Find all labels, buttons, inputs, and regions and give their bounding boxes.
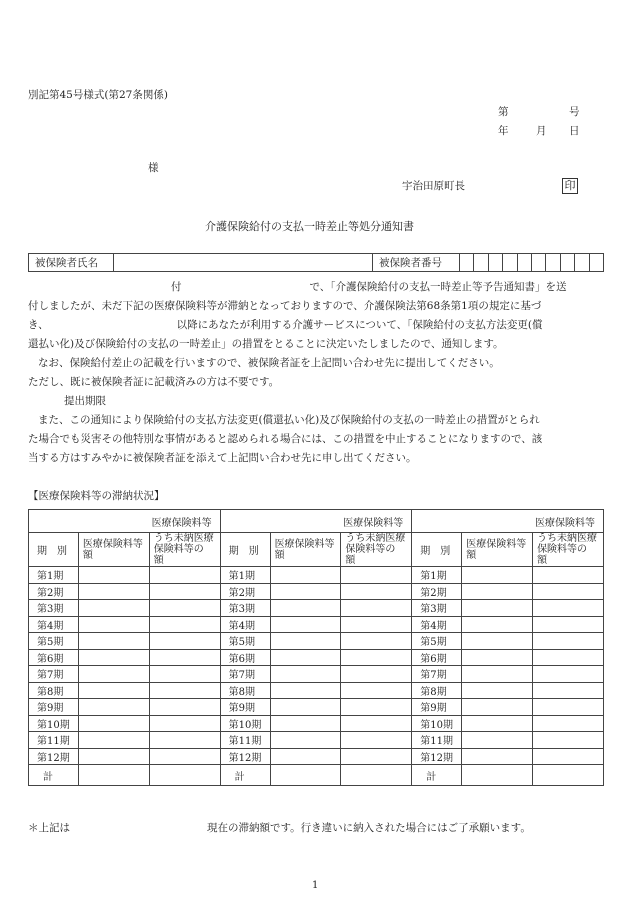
- submission-deadline-label: 提出期限: [64, 395, 106, 407]
- period-cell: 第9期: [220, 699, 270, 716]
- amount-cell: [78, 699, 149, 716]
- insured-number-digit: [488, 254, 502, 272]
- amount-cell: [270, 633, 341, 650]
- amount-cell: [78, 748, 149, 765]
- total-cell: 計: [412, 765, 462, 786]
- body-line: き、 以降にあなたが利用する介護サービスについて、「保険給付の支払方法変更(償: [28, 319, 543, 331]
- table-row: [29, 748, 604, 765]
- unpaid-cell: [149, 732, 220, 749]
- period-cell: 第6期: [412, 649, 462, 666]
- total-row: [29, 765, 604, 786]
- unpaid-cell: [341, 682, 412, 699]
- amount-cell: [78, 765, 149, 786]
- amount-cell: [78, 583, 149, 600]
- table-row: [29, 649, 604, 666]
- seal-stamp: 印: [562, 178, 578, 194]
- date-month: 月: [536, 125, 547, 137]
- body-line: また、この通知により保険給付の支払方法変更(償還払い化)及び保険給付の支払の一時差止の措置がとられ: [38, 414, 540, 426]
- unpaid-cell: [533, 649, 604, 666]
- period-cell: 第11期: [220, 732, 270, 749]
- period-cell: 第8期: [29, 682, 79, 699]
- doc-number-prefix: 第: [498, 106, 509, 118]
- col-period-header: 期 別: [29, 533, 79, 567]
- insured-number-digit: [460, 254, 474, 272]
- unpaid-cell: [341, 567, 412, 584]
- amount-cell: [270, 765, 341, 786]
- insured-name-label: 被保険者氏名: [29, 254, 114, 272]
- period-cell: 第10期: [29, 715, 79, 732]
- col-amount-header: 医療保険料等 額: [270, 533, 341, 567]
- document-title: 介護保険給付の支払一時差止等処分通知書: [205, 220, 414, 233]
- period-cell: 第11期: [29, 732, 79, 749]
- table-row: [29, 732, 604, 749]
- period-cell: 第9期: [412, 699, 462, 716]
- amount-cell: [78, 715, 149, 732]
- amount-cell: [270, 732, 341, 749]
- unpaid-cell: [149, 567, 220, 584]
- addressee-suffix: 様: [148, 162, 159, 174]
- unpaid-cell: [149, 616, 220, 633]
- unpaid-cell: [341, 583, 412, 600]
- amount-cell: [270, 616, 341, 633]
- unpaid-cell: [533, 715, 604, 732]
- issuer-name: 宇治田原町長: [402, 180, 465, 192]
- amount-cell: [78, 616, 149, 633]
- insured-number-digit: [474, 254, 488, 272]
- insured-number-digit: [589, 254, 603, 272]
- period-cell: 第2期: [412, 583, 462, 600]
- amount-cell: [78, 567, 149, 584]
- period-cell: 第10期: [412, 715, 462, 732]
- period-cell: 第9期: [29, 699, 79, 716]
- unpaid-cell: [341, 633, 412, 650]
- unpaid-cell: [341, 699, 412, 716]
- amount-cell: [270, 748, 341, 765]
- unpaid-cell: [341, 616, 412, 633]
- unpaid-cell: [533, 682, 604, 699]
- unpaid-cell: [533, 765, 604, 786]
- period-cell: 第2期: [29, 583, 79, 600]
- col-unpaid-header: うち未納医療保険料等の 額: [533, 533, 604, 567]
- period-cell: 第4期: [29, 616, 79, 633]
- body-line: 当する方はすみやかに被保険者証を添えて上記問い合わせ先に申し出てください。: [28, 452, 417, 464]
- amount-cell: [462, 567, 533, 584]
- arrears-table: [28, 509, 608, 786]
- amount-cell: [462, 616, 533, 633]
- table-row: [29, 715, 604, 732]
- unpaid-cell: [149, 748, 220, 765]
- unpaid-cell: [149, 699, 220, 716]
- unpaid-cell: [533, 666, 604, 683]
- period-cell: 第8期: [412, 682, 462, 699]
- amount-cell: [270, 649, 341, 666]
- amount-cell: [78, 600, 149, 617]
- amount-cell: [270, 583, 341, 600]
- amount-cell: [270, 699, 341, 716]
- amount-cell: [462, 583, 533, 600]
- amount-cell: [78, 682, 149, 699]
- col-amount-header: 医療保険料等 額: [78, 533, 149, 567]
- amount-cell: [270, 600, 341, 617]
- table-row: [29, 567, 604, 584]
- unpaid-cell: [341, 765, 412, 786]
- unpaid-cell: [341, 600, 412, 617]
- period-cell: 第12期: [412, 748, 462, 765]
- table-row: [29, 682, 604, 699]
- doc-number-suffix: 号: [569, 106, 580, 118]
- period-cell: 第7期: [220, 666, 270, 683]
- notice-body: [28, 278, 606, 468]
- period-cell: 第12期: [220, 748, 270, 765]
- total-cell: 計: [220, 765, 270, 786]
- amount-cell: [78, 633, 149, 650]
- period-cell: 第1期: [220, 567, 270, 584]
- period-cell: 第3期: [220, 600, 270, 617]
- unpaid-cell: [149, 649, 220, 666]
- unpaid-cell: [149, 583, 220, 600]
- period-cell: 第8期: [220, 682, 270, 699]
- period-cell: 第1期: [29, 567, 79, 584]
- period-cell: 第10期: [220, 715, 270, 732]
- insured-number-digit: [531, 254, 545, 272]
- unpaid-cell: [149, 666, 220, 683]
- period-cell: 第12期: [29, 748, 79, 765]
- unpaid-cell: [149, 600, 220, 617]
- period-cell: 第7期: [29, 666, 79, 683]
- unpaid-cell: [149, 633, 220, 650]
- arrears-group-row: [29, 510, 604, 533]
- unpaid-cell: [149, 682, 220, 699]
- footnote-text: 現在の滞納額です。行き違いに納入された場合にはご了承願います。: [207, 822, 531, 834]
- table-row: [29, 699, 604, 716]
- amount-cell: [462, 633, 533, 650]
- arrears-header-row: [29, 533, 604, 567]
- table-row: [29, 583, 604, 600]
- body-line: た場合でも災害その他特別な事情があると認められる場合には、この措置を中止することになりますので、該: [28, 433, 543, 445]
- unpaid-cell: [341, 649, 412, 666]
- insured-number-label: 被保険者番号: [373, 254, 460, 272]
- insured-number-digit: [503, 254, 517, 272]
- table-row: [29, 616, 604, 633]
- date-day: 日: [569, 125, 580, 137]
- unpaid-cell: [533, 616, 604, 633]
- period-cell: 第7期: [412, 666, 462, 683]
- table-row: [29, 600, 604, 617]
- body-line: 付 で、「介護保険給付の支払一時差止等予告通知書」を送: [171, 281, 567, 293]
- insured-number-digit: [560, 254, 574, 272]
- unpaid-cell: [149, 715, 220, 732]
- period-cell: 第1期: [412, 567, 462, 584]
- amount-cell: [270, 666, 341, 683]
- body-line: 還払い化)及び保険給付の支払の一時差止」の措置をとることに決定いたしましたので、通知します。: [28, 338, 504, 350]
- body-line: 付しましたが、未だ下記の医療保険料等が滞納となっておりますので、介護保険法第68条第1項の規定に基づ: [28, 300, 542, 312]
- insured-number-digit: [546, 254, 560, 272]
- unpaid-cell: [341, 732, 412, 749]
- period-cell: 第5期: [29, 633, 79, 650]
- unpaid-cell: [533, 583, 604, 600]
- amount-cell: [462, 715, 533, 732]
- unpaid-cell: [149, 765, 220, 786]
- amount-cell: [462, 600, 533, 617]
- date-year: 年: [498, 125, 509, 137]
- period-cell: 第6期: [220, 649, 270, 666]
- period-cell: 第2期: [220, 583, 270, 600]
- insured-info-table: [28, 253, 604, 272]
- amount-cell: [462, 666, 533, 683]
- arrears-group-title: 医療保険料等: [220, 510, 412, 533]
- amount-cell: [270, 682, 341, 699]
- footnote-prefix: ＊上記は: [28, 822, 70, 834]
- amount-cell: [78, 649, 149, 666]
- amount-cell: [462, 682, 533, 699]
- table-row: [29, 633, 604, 650]
- unpaid-cell: [533, 633, 604, 650]
- period-cell: 第5期: [412, 633, 462, 650]
- col-period-header: 期 別: [412, 533, 462, 567]
- arrears-group-title: 医療保険料等: [29, 510, 221, 533]
- amount-cell: [462, 765, 533, 786]
- page-number: 1: [312, 880, 319, 891]
- unpaid-cell: [533, 567, 604, 584]
- unpaid-cell: [341, 715, 412, 732]
- amount-cell: [270, 567, 341, 584]
- insured-number-digit: [575, 254, 589, 272]
- period-cell: 第5期: [220, 633, 270, 650]
- arrears-group-title: 医療保険料等: [412, 510, 604, 533]
- period-cell: 第3期: [412, 600, 462, 617]
- amount-cell: [78, 732, 149, 749]
- col-unpaid-header: うち未納医療保険料等の 額: [149, 533, 220, 567]
- unpaid-cell: [341, 666, 412, 683]
- amount-cell: [462, 649, 533, 666]
- form-id: 別記第45号様式(第27条関係): [28, 89, 168, 101]
- col-period-header: 期 別: [220, 533, 270, 567]
- total-cell: 計: [29, 765, 79, 786]
- amount-cell: [462, 748, 533, 765]
- unpaid-cell: [341, 748, 412, 765]
- col-unpaid-header: うち未納医療保険料等の 額: [341, 533, 412, 567]
- amount-cell: [270, 715, 341, 732]
- table-row: [29, 666, 604, 683]
- unpaid-cell: [533, 748, 604, 765]
- unpaid-cell: [533, 600, 604, 617]
- period-cell: 第6期: [29, 649, 79, 666]
- period-cell: 第4期: [412, 616, 462, 633]
- amount-cell: [78, 666, 149, 683]
- unpaid-cell: [533, 732, 604, 749]
- unpaid-cell: [533, 699, 604, 716]
- period-cell: 第4期: [220, 616, 270, 633]
- body-line: なお、保険給付差止の記載を行いますので、被保険者証を上記問い合わせ先に提出してください。: [38, 357, 500, 369]
- col-amount-header: 医療保険料等 額: [462, 533, 533, 567]
- insured-number-digit: [517, 254, 531, 272]
- period-cell: 第3期: [29, 600, 79, 617]
- arrears-heading: 【医療保険料等の滞納状況】: [28, 490, 165, 502]
- period-cell: 第11期: [412, 732, 462, 749]
- insured-name-field: [114, 254, 373, 272]
- body-line: ただし、既に被保険者証に記載済みの方は不要です。: [28, 376, 280, 388]
- amount-cell: [462, 699, 533, 716]
- amount-cell: [462, 732, 533, 749]
